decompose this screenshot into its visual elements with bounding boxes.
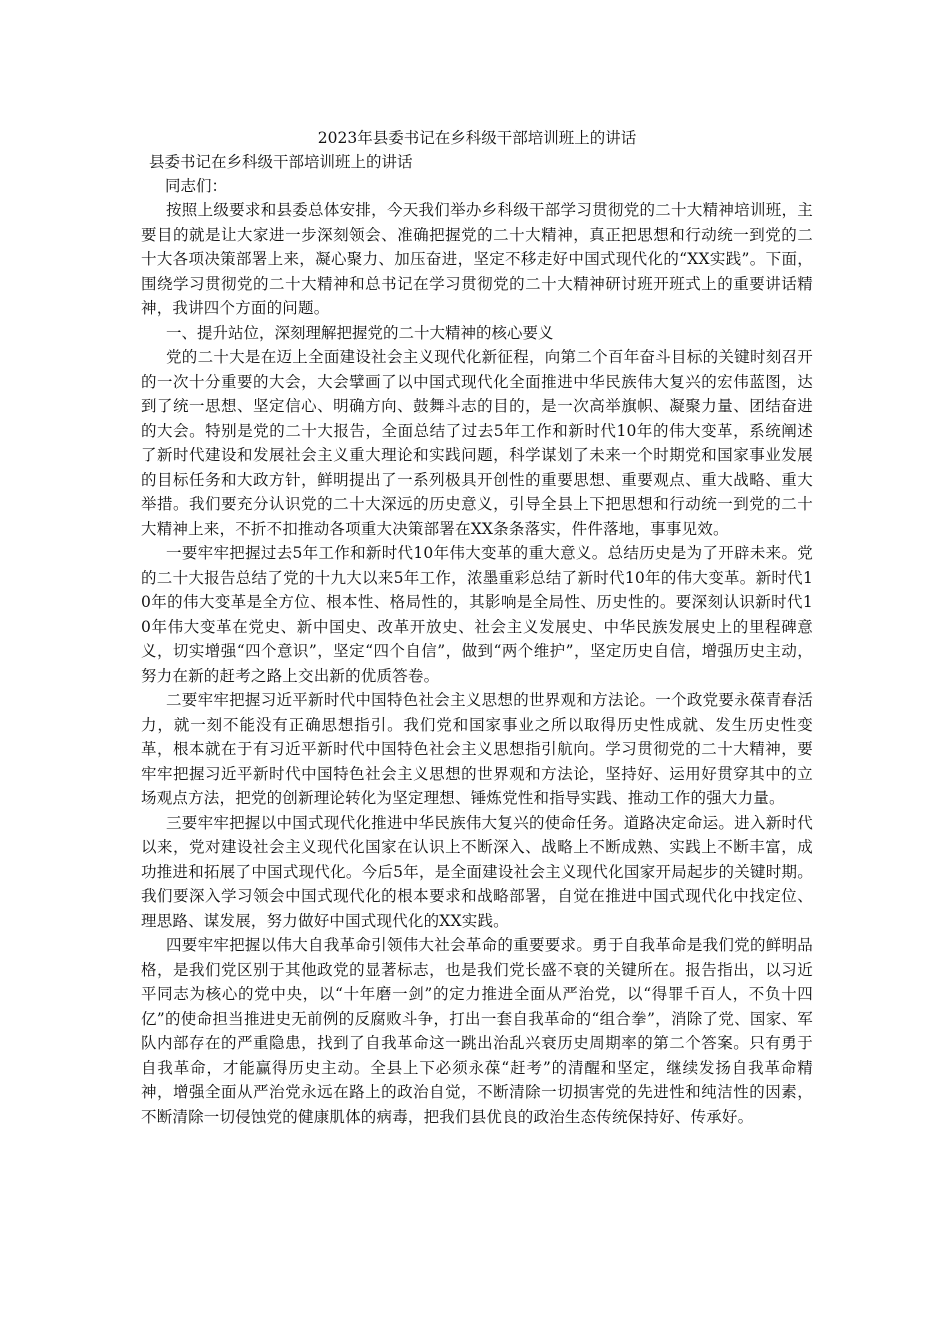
paragraph-point-1: 一要牢牢把握过去5年工作和新时代10年伟大变革的重大意义。总结历史是为了开辟未来。党的二十大报告总结了党的十九大以来5年工作，浓墨重彩总结了新时代10年的伟大变革。新时代10年的伟大变革是全方位、根本性、格局性的，其影响是全局性、历史性的。要深刻认识新时代10年伟大变革在党史、新中国史、改革开放史、社会主义发展史、中华民族发展史上的里程碑意义，切实增强“四个意识”，坚定“四个自信”，做到“两个维护”，坚定历史自信，增强历史主动，努力在新的赶考之路上交出新的优质答卷。 [141,544,813,685]
section-heading-1: 一、提升站位，深刻理解把握党的二十大精神的核心要义 [166,323,554,342]
document-body [141,126,813,1129]
paragraph-point-4: 四要牢牢把握以伟大自我革命引领伟大社会革命的重要要求。勇于自我革命是我们党的鲜明品格，是我们党区别于其他政党的显著标志，也是我们党长盛不衰的关键所在。报告指出，以习近平同志为核心的党中央，以“十年磨一剑”的定力推进全面从严治党，以“得罪千百人，不负十四亿”的使命担当推进史无前例的反腐败斗争，打出一套自我革命的“组合拳”，消除了党、国家、军队内部存在的严重隐患，找到了自我革命这一跳出治乱兴衰历史周期率的第二个答案。只有勇于自我革命，才能赢得历史主动。全县上下必须永葆“赶考”的清醒和坚定，继续发扬自我革命精神，增强全面从严治党永远在路上的政治自觉，不断清除一切损害党的先进性和纯洁性的因素，不断清除一切侵蚀党的健康肌体的病毒，把我们县优良的政治生态传统保持好、传承好。 [141,936,813,1126]
document-subtitle: 县委书记在乡科级干部培训班上的讲话 [149,153,413,171]
paragraph-point-2: 二要牢牢把握习近平新时代中国特色社会主义思想的世界观和方法论。一个政党要永葆青春活力，就一刻不能没有正确思想指引。我们党和国家事业之所以取得历史性成就、发生历史性变革，根本就在于有习近平新时代中国特色社会主义思想指引航向。学习贯彻党的二十大精神，要牢牢把握习近平新时代中国特色社会主义思想的世界观和方法论，坚持好、运用好贯穿其中的立场观点方法，把党的创新理论转化为坚定理想、锤炼党性和指导实践、推动工作的强大力量。 [141,691,813,807]
paragraph-point-3: 三要牢牢把握以中国式现代化推进中华民族伟大复兴的使命任务。道路决定命运。进入新时代以来，党对建设社会主义现代化国家在认识上不断深入、战略上不断成熟、实践上不断丰富，成功推进和拓展了中国式现代化。今后5年，是全面建设社会主义现代化国家开局起步的关键时期。我们要深入学习领会中国式现代化的根本要求和战略部署，自觉在推进中国式现代化中找定位、理思路、谋发展，努力做好中国式现代化的XX实践。 [141,813,813,930]
paragraph-intro: 按照上级要求和县委总体安排，今天我们举办乡科级干部学习贯彻党的二十大精神培训班，主要目的就是让大家进一步深刻领会、准确把握党的二十大精神，真正把思想和行动统一到党的二十大各项决策部署上来，凝心聚力、加压奋进，坚定不移走好中国式现代化的“XX实践”。下面，围绕学习贯彻党的二十大精神和总书记在学习贯彻党的二十大精神研讨班开班式上的重要讲话精神，我讲四个方面的问题。 [141,201,813,317]
paragraph-overview: 党的二十大是在迈上全面建设社会主义现代化新征程，向第二个百年奋斗目标的关键时刻召开的一次十分重要的大会，大会擘画了以中国式现代化全面推进中华民族伟大复兴的宏伟蓝图，达到了统一思想、坚定信心、明确方向、鼓舞斗志的目的，是一次高举旗帜、凝聚力量、团结奋进的大会。特别是党的二十大报告，全面总结了过去5年工作和新时代10年的伟大变革，系统阐述了新时代建设和发展社会主义重大理论和实践问题，科学谋划了未来一个时期党和国家事业发展的目标任务和大政方针，鲜明提出了一系列极具开创性的重要思想、重要观点、重大战略、重大举措。我们要充分认识党的二十大深远的历史意义，引导全县上下把思想和行动统一到党的二十大精神上来，不折不扣推动各项重大决策部署在XX条条落实，件件落地，事事见效。 [141,348,813,538]
document-title: 2023年县委书记在乡科级干部培训班上的讲话 [317,129,637,147]
salutation: 同志们： [165,177,228,195]
